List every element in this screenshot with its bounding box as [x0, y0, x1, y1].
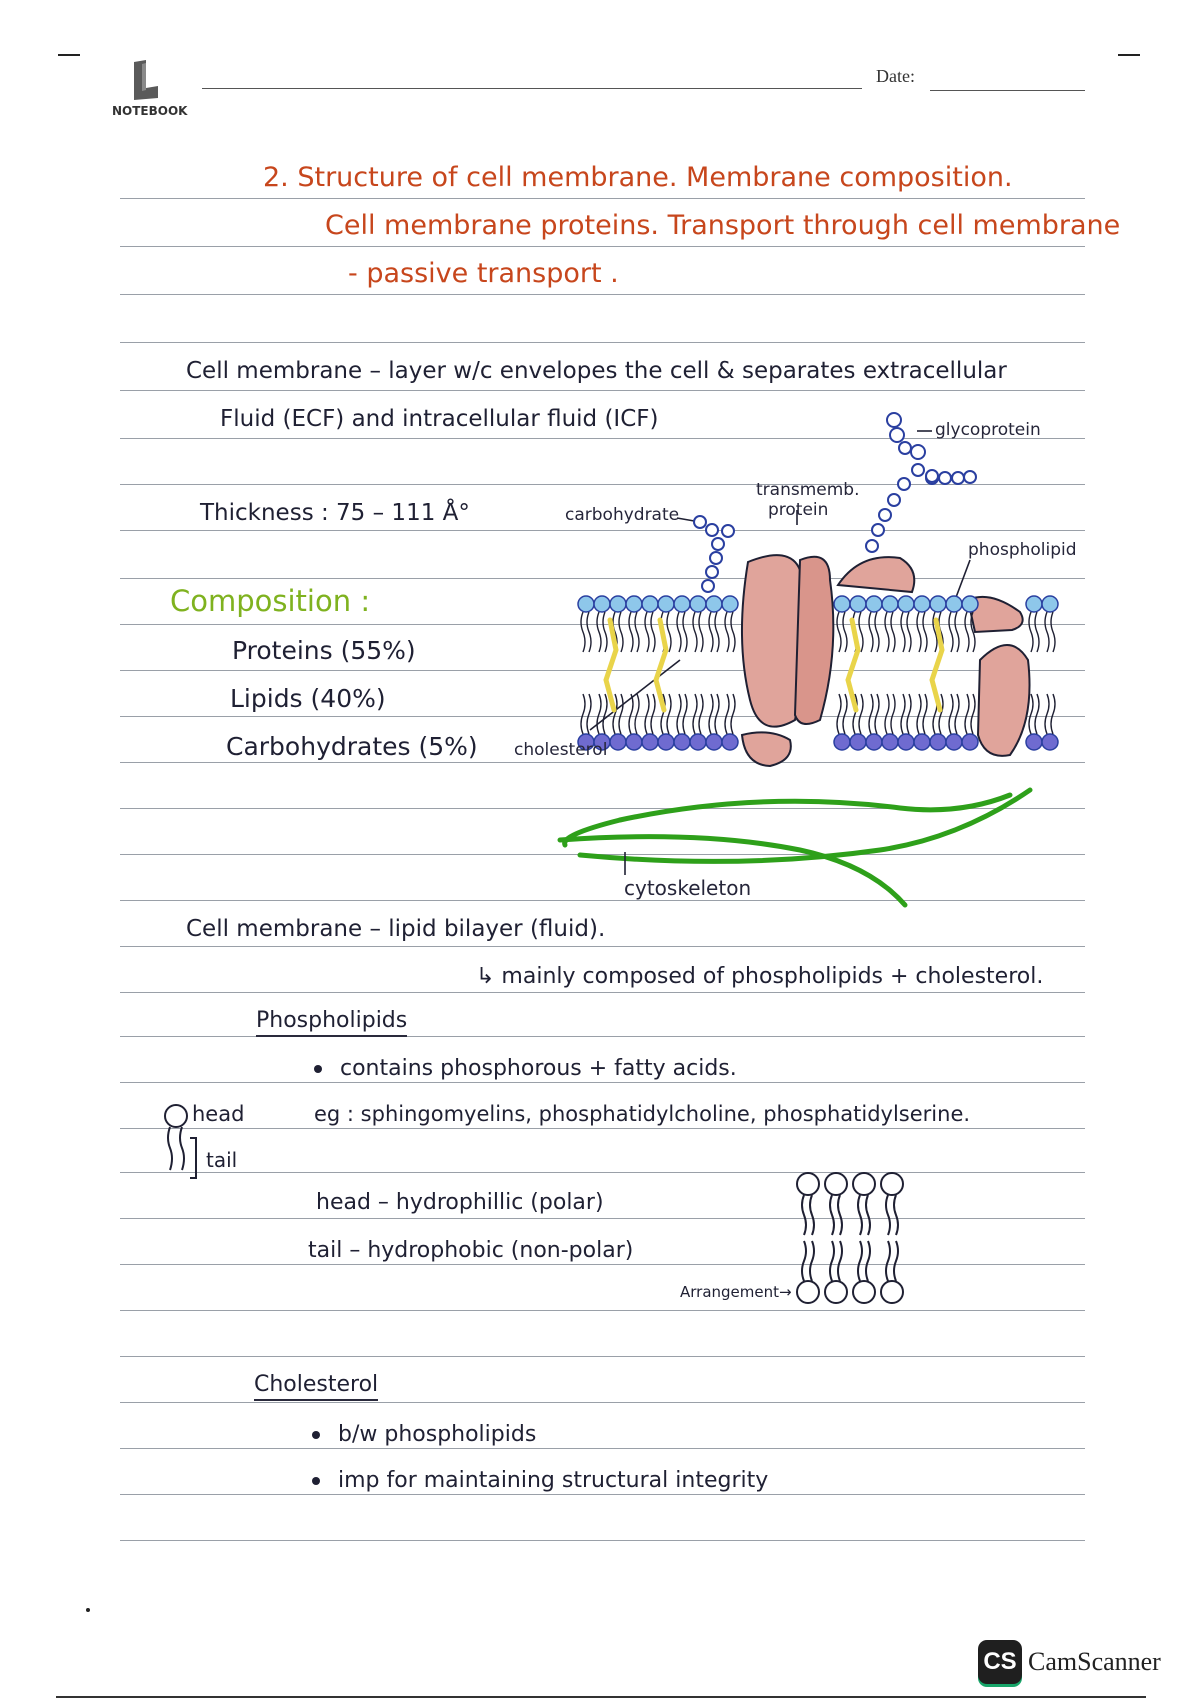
bottom-rule	[56, 1696, 1146, 1698]
arrangement-head	[853, 1281, 875, 1303]
phospholipid-tail	[683, 612, 687, 652]
phospholipid-tail	[603, 694, 607, 734]
definition-line-1: Cell membrane – layer w/c envelopes the cell & separates extracellular	[186, 358, 1007, 384]
phospholipid-tail	[581, 694, 585, 734]
phospholipid-tail	[971, 694, 975, 734]
phospholipid-tail	[1051, 612, 1055, 652]
phospholipid-tail	[901, 612, 905, 652]
phospholipid-tail	[603, 612, 607, 652]
label-cholesterol: cholesterol	[514, 740, 608, 760]
arrangement-head	[881, 1281, 903, 1303]
thickness-text: Thickness : 75 – 111 Å°	[200, 500, 470, 526]
phospholipid-tail	[715, 694, 719, 734]
phospholipid-tail	[597, 694, 601, 734]
arrangement-tail	[830, 1195, 834, 1235]
phospholipid-tail	[1045, 612, 1049, 652]
phospholipid-tail	[965, 612, 969, 652]
phospholipid-tail	[965, 694, 969, 734]
phospholipid-head	[722, 734, 738, 750]
composition-proteins: Proteins (55%)	[232, 636, 416, 665]
camscanner-logo-icon: CS	[978, 1640, 1022, 1684]
phospholipid-head	[850, 596, 866, 612]
phospholipid-tail	[667, 694, 671, 734]
phospholipid-head	[1042, 734, 1058, 750]
camscanner-name: CamScanner	[1028, 1647, 1161, 1676]
phospholipid-head	[898, 734, 914, 750]
phospholipids-bullet-1	[314, 1056, 737, 1081]
carbohydrate-chains	[694, 413, 976, 592]
phospholipid-tail	[907, 612, 911, 652]
arrangement-tail	[810, 1241, 814, 1281]
label-glycoprotein: glycoprotein	[935, 420, 1041, 440]
title-line-3: - passive transport .	[348, 258, 619, 289]
phospholipid-head	[594, 596, 610, 612]
phospholipid-head	[834, 734, 850, 750]
phospholipid-tail	[907, 694, 911, 734]
phospholipid-tail	[731, 612, 735, 652]
phospholipid-tail	[885, 694, 889, 734]
phospholipid-head	[722, 596, 738, 612]
phospholipid-tail	[869, 694, 873, 734]
label-transmemb-protein: protein	[768, 500, 829, 520]
arrangement-tail	[838, 1195, 842, 1235]
phospholipid-head	[706, 596, 722, 612]
head-property: head – hydrophillic (polar)	[316, 1190, 604, 1215]
phospholipid-head	[962, 734, 978, 750]
phospholipid-tail	[651, 612, 655, 652]
phospholipid-tail	[709, 694, 713, 734]
phospholipid-tail	[1035, 612, 1039, 652]
phospholipid-tail	[955, 694, 959, 734]
phospholipid-tail	[699, 694, 703, 734]
phospholipid-tail	[1051, 694, 1055, 734]
arrangement-tail	[886, 1241, 890, 1281]
phospholipid-head	[626, 596, 642, 612]
bullet-dot	[312, 1431, 320, 1439]
phospholipid-tail	[869, 612, 873, 652]
ink-dot	[86, 1608, 90, 1612]
phospholipid-head	[930, 596, 946, 612]
phospholipid-head	[674, 734, 690, 750]
phospholipid-tail	[677, 612, 681, 652]
phospholipid-head	[658, 734, 674, 750]
phospholipid-tail	[619, 694, 623, 734]
phospholipid-head	[706, 734, 722, 750]
cholesterol-bullet-1	[312, 1422, 536, 1447]
phospholipid-tail	[629, 612, 633, 652]
phospholipid-head	[946, 734, 962, 750]
phospholipids-heading: Phospholipids	[256, 1008, 407, 1037]
arrangement-tail	[894, 1241, 898, 1281]
title-line-2: Cell membrane proteins. Transport through cell membrane	[325, 210, 1121, 241]
phospholipid-tail	[645, 612, 649, 652]
phospholipid-head	[914, 734, 930, 750]
phospholipid-tail	[645, 694, 649, 734]
phospholipid-tail	[619, 612, 623, 652]
arrangement-head	[797, 1173, 819, 1195]
phospholipid-head	[882, 596, 898, 612]
phospholipid-tail	[843, 694, 847, 734]
phospholipid-head	[578, 596, 594, 612]
phospholipid-tail	[891, 694, 895, 734]
phospholipid-tail	[917, 694, 921, 734]
phospholipid-tail	[875, 612, 879, 652]
phospholipid-tail	[715, 612, 719, 652]
cholesterol-heading: Cholesterol	[254, 1372, 378, 1401]
notebook-logo-text: NOTEBOOK	[112, 104, 188, 118]
phospholipid-tail	[875, 694, 879, 734]
phospholipid-head	[882, 734, 898, 750]
arrangement-label: Arrangement→	[680, 1283, 792, 1301]
phospholipid-tail	[885, 612, 889, 652]
phospholipid-head	[690, 734, 706, 750]
label-phospholipid: phospholipid	[968, 540, 1077, 560]
cholesterol-bullet-2-text: imp for maintaining structural integrity	[338, 1468, 769, 1493]
phospholipid-head	[850, 734, 866, 750]
phospholipid-tail	[635, 694, 639, 734]
bilayer-line-1: Cell membrane – lipid bilayer (fluid).	[186, 916, 606, 942]
arrangement-head	[797, 1281, 819, 1303]
label-transmemb: transmemb.	[756, 480, 860, 500]
camscanner-watermark	[978, 1640, 1161, 1684]
phospholipid-head	[626, 734, 642, 750]
label-carbohydrate: carbohydrate	[565, 505, 680, 525]
arrangement-head	[853, 1173, 875, 1195]
composition-heading: Composition :	[170, 584, 371, 618]
phospholipid-head	[898, 596, 914, 612]
phospholipid-tail	[837, 694, 841, 734]
phospholipid-head	[930, 734, 946, 750]
arrangement-tail	[866, 1241, 870, 1281]
phospholipid-tail	[917, 612, 921, 652]
tail-property: tail – hydrophobic (non-polar)	[308, 1238, 634, 1263]
phospholipid-tail	[955, 612, 959, 652]
phospholipid-head	[866, 596, 882, 612]
bilayer-line-2: ↳ mainly composed of phospholipids + cholesterol.	[476, 964, 1044, 989]
label-cytoskeleton: cytoskeleton	[624, 876, 752, 900]
phospholipid-head	[962, 596, 978, 612]
phospholipid-head	[642, 596, 658, 612]
composition-lipids: Lipids (40%)	[230, 684, 386, 713]
phospholipid-tail	[651, 694, 655, 734]
molecule-tail-label: tail	[206, 1148, 238, 1172]
cholesterol-bullet-2	[312, 1468, 768, 1493]
phospholipid-tail	[1045, 694, 1049, 734]
arrangement-tail	[830, 1241, 834, 1281]
bullet-dot	[312, 1477, 320, 1485]
phospholipids-examples: eg : sphingomyelins, phosphatidylcholine, phosphatidylserine.	[314, 1102, 971, 1126]
arrangement-tail	[858, 1241, 862, 1281]
phospholipid-tail	[859, 694, 863, 734]
molecule-head-label: head	[192, 1102, 245, 1126]
cholesterol-bullet-1-text: b/w phospholipids	[338, 1422, 537, 1447]
phospholipid-tail	[581, 612, 585, 652]
phospholipid-tail	[597, 612, 601, 652]
arrangement-tail	[894, 1195, 898, 1235]
arrangement-tail	[810, 1195, 814, 1235]
phospholipids-bullet-1-text: contains phosphorous + fatty acids.	[340, 1056, 737, 1081]
phospholipid-tail	[731, 694, 735, 734]
phospholipid-tail	[699, 612, 703, 652]
phospholipid-tail	[949, 612, 953, 652]
phospholipid-tail	[683, 694, 687, 734]
phospholipid-tail	[949, 694, 953, 734]
phospholipid-tail	[677, 694, 681, 734]
phospholipid-head	[946, 596, 962, 612]
cholesterol-molecule	[932, 620, 942, 710]
phospholipid-tail	[923, 612, 927, 652]
arrangement-tail	[838, 1241, 842, 1281]
phospholipid-tail	[693, 612, 697, 652]
date-label: Date:	[876, 66, 915, 86]
arrangement-head	[825, 1173, 847, 1195]
phospholipid-tail	[1035, 694, 1039, 734]
phospholipid-head	[642, 734, 658, 750]
arrangement-tail	[802, 1195, 806, 1235]
phospholipid-tail	[587, 612, 591, 652]
phospholipid-tail	[709, 612, 713, 652]
bilayer-arrangement-sketch	[790, 1168, 920, 1308]
cholesterol-molecule	[606, 620, 616, 710]
phospholipid-head	[866, 734, 882, 750]
arrangement-tail	[802, 1241, 806, 1281]
phospholipid-head	[1042, 596, 1058, 612]
phospholipid-tail	[843, 612, 847, 652]
bullet-dot	[314, 1065, 322, 1073]
phospholipid-head	[658, 596, 674, 612]
arrangement-head	[881, 1173, 903, 1195]
phospholipid-head	[610, 596, 626, 612]
phospholipid-tail	[635, 612, 639, 652]
phospholipid-tail	[725, 612, 729, 652]
phospholipid-head	[610, 734, 626, 750]
phospholipid-tail	[725, 694, 729, 734]
arrangement-tail	[886, 1195, 890, 1235]
definition-line-2: Fluid (ECF) and intracellular fluid (ICF)	[220, 406, 659, 432]
phospholipid-head	[690, 596, 706, 612]
arrangement-tail	[866, 1195, 870, 1235]
phospholipid-head	[914, 596, 930, 612]
phospholipid-head	[1026, 734, 1042, 750]
phospholipid-head	[674, 596, 690, 612]
phospholipid-tail	[901, 694, 905, 734]
title-line-1: 2. Structure of cell membrane. Membrane composition.	[263, 162, 1013, 193]
phospholipid-tail	[693, 694, 697, 734]
arrangement-head	[825, 1281, 847, 1303]
composition-carbohydrates: Carbohydrates (5%)	[226, 732, 478, 761]
phospholipid-head	[834, 596, 850, 612]
phospholipid-head	[1026, 596, 1042, 612]
phospholipid-tail	[587, 694, 591, 734]
phospholipid-tail	[923, 694, 927, 734]
phospholipid-tail	[837, 612, 841, 652]
phospholipid-tail	[891, 612, 895, 652]
arrangement-tail	[858, 1195, 862, 1235]
phospholipid-tail	[1029, 612, 1033, 652]
